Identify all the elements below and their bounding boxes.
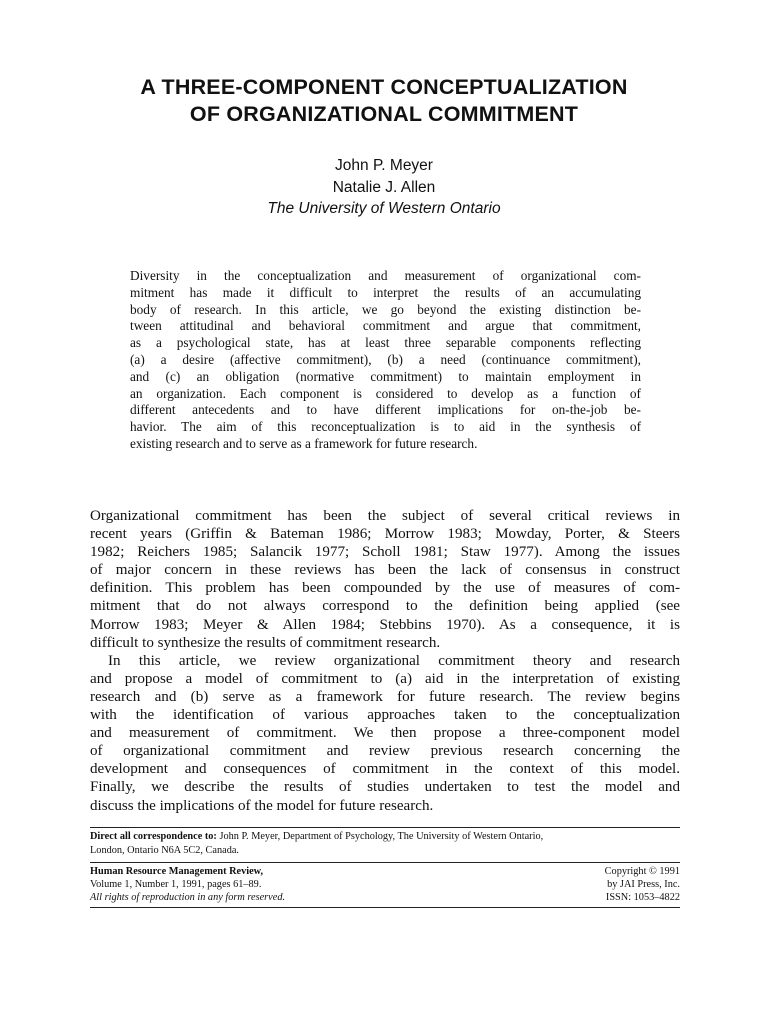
author-name: Natalie J. Allen [332,178,436,196]
body-text [90,507,680,815]
body-line: Finally, we describe the results of studies undertaken to test the model and [90,779,680,796]
body-line: of major concern in these reviews has been the lack of consensus in construct [90,562,680,579]
body-line: Organizational commitment has been the subject of several critical reviews in [90,508,680,524]
abstract-line: existing research and to serve as a framework for future research. [130,435,478,451]
body-line: In this article, we review organizational commitment theory and research [108,652,680,669]
issn-number: ISSN: 1053–4822 [605,891,680,903]
abstract-line: (a) a desire (affective commitment), (b) a need (continuance commitment), [130,351,641,367]
body-line: with the identification of various approaches taken to the conceptualization [90,707,680,724]
abstract-line: tween attitudinal and behavioral commitment and argue that commitment, [130,318,641,334]
body-line: and measurement of commitment. We then propose a three-component model [90,725,680,742]
abstract-line: Diversity in the conceptualization and measurement of organizational com- [130,268,641,283]
correspondence-label: Direct all correspondence to: [90,831,217,842]
abstract-line: body of research. In this article, we go beyond the existing distinction be- [130,301,641,317]
abstract [130,268,641,453]
body-line: 1982; Reichers 1985; Salancik 1977; Scholl 1981; Staw 1977). Among the issues [90,544,680,561]
abstract-line: an organization. Each component is considered to develop as a function of [130,385,641,401]
rights-notice: All rights of reproduction in any form reserved. [90,891,286,903]
author-name: John P. Meyer [335,157,433,174]
body-line: difficult to synthesize the results of commitment research. [90,634,441,651]
body-line: and propose a model of commitment to (a) aid in the interpretation of existing [90,670,680,687]
publisher-name: by JAI Press, Inc. [607,878,680,890]
body-line: research and (b) serve as a framework for future research. The review begins [90,688,680,705]
correspondence-text: John P. Meyer, Department of Psychology, The University of Western Ontario, [216,831,544,842]
title-line: A THREE-COMPONENT CONCEPTUALIZATION [140,75,628,99]
body-line: development and consequences of commitment in the context of this model. [90,761,680,778]
abstract-line: mitment has made it difficult to interpret the results of an accumulating [130,284,641,300]
body-line: Morrow 1983; Meyer & Allen 1984; Stebbins 1970). As a consequence, it is [90,616,680,633]
footer-divider [90,827,680,828]
journal-name: Human Resource Management Review, [90,866,264,877]
title-line: OF ORGANIZATIONAL COMMITMENT [189,102,579,126]
footer-divider [90,862,680,863]
author-block [0,155,768,220]
body-line: recent years (Griffin & Bateman 1986; Morrow 1983; Mowday, Porter, & Steers [90,526,680,543]
author-affiliation: The University of Western Ontario [267,200,501,217]
body-line: discuss the implications of the model for future research. [90,797,434,814]
copyright-notice: Copyright © 1991 [604,866,680,877]
correspondence-note [90,830,680,857]
body-line: mitment that do not always correspond to the definition being applied (see [90,598,680,615]
body-line: of organizational commitment and review previous research concerning the [90,743,680,760]
footer-divider [90,907,680,908]
abstract-line: and (c) an obligation (normative commitment) to maintain employment in [130,368,641,384]
journal-volume: Volume 1, Number 1, 1991, pages 61–89. [90,878,262,890]
abstract-line: as a psychological state, has at least three separable components reflecting [130,335,641,351]
correspondence-text: London, Ontario N6A 5C2, Canada. [90,844,239,856]
body-line: definition. This problem has been compounded by the use of measures of com- [90,580,680,597]
abstract-line: havior. The aim of this reconceptualization is to aid in the synthesis of [130,419,641,435]
paper-title [60,74,708,128]
abstract-line: different antecedents and to have different implications for on-the-job be- [130,402,641,418]
